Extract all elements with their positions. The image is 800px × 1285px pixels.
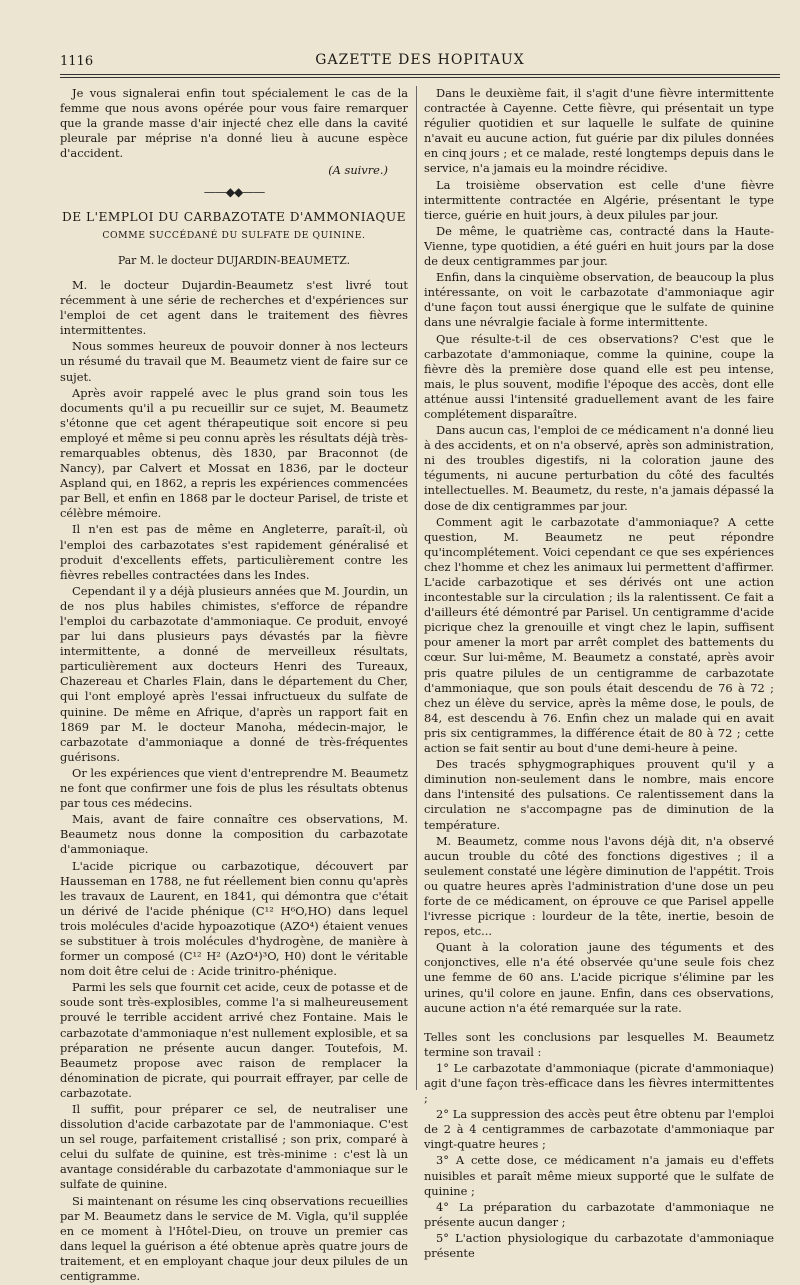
body-paragraph: Nous sommes heureux de pouvoir donner à nos lecteurs un résumé du travail que M. Beaumetz vient de faire sur ce sujet.	[60, 339, 408, 384]
body-paragraph: Il suffit, pour préparer ce sel, de neutraliser une dissolution d'acide carbazotate par de l'ammoniaque. C'est un sel rouge, parfaitement cristallisé ; son prix, comparé à celui du sulfate de quinine, est très-minime : c'est là un avantage considérable du carbazotate d'ammoniaque sur le sulfate de quinine.	[60, 1102, 408, 1192]
header-rule	[60, 74, 780, 75]
body-paragraph: Mais, avant de faire connaître ces observations, M. Beaumetz nous donne la composition du carbazotate d'ammoniaque.	[60, 812, 408, 857]
author-line: Par M. le docteur DUJARDIN-BEAUMETZ.	[117, 253, 351, 267]
body-paragraph: La troisième observation est celle d'une fièvre intermittente contractée en Algérie, présentant le type tierce, guérie en huit jours, à deux pilules par jour.	[424, 177, 774, 222]
conclusion-item: 1° Le carbazotate d'ammoniaque (picrate d'ammoniaque) agit d'une façon très-efficace dans les fièvres intermittentes ;	[424, 1060, 774, 1106]
left-column	[60, 86, 408, 1285]
body-paragraph: Des tracés sphygmographiques prouvent qu'il y a diminution non-seulement dans le nombre, mais encore dans l'intensité des pulsations. Ce ralentissement dans la circulation ne s'accompagne pas de diminution de la température.	[424, 757, 774, 832]
page-number: 1116	[60, 54, 94, 69]
conclusion-item: 5° L'action physiologique du carbazotate d'ammoniaque présente	[424, 1230, 774, 1261]
header-rule-double	[60, 77, 780, 78]
body-paragraph: Enfin, dans la cinquième observation, de beaucoup la plus intéressante, on voit le carbazotate d'ammoniaque agir d'une façon tout aussi énergique que le sulfate de quinine dans une névralgie faciale à forme intermittente.	[424, 270, 774, 330]
body-paragraph: M. Beaumetz, comme nous l'avons déjà dit, n'a observé aucun trouble du côté des fonctions digestives ; il a seulement constaté une légère diminution de l'appétit. Trois ou quatre heures après l'administration d'une dose un peu forte de ce médicament, on éprouve ce que Parisel appelle l'ivresse picrique : lourdeur de la tête, inertie, besoin de repos, etc...	[424, 833, 774, 939]
body-paragraph: Dans aucun cas, l'emploi de ce médicament n'a donné lieu à des accidents, et on n'a observé, après son administration, ni des troubles digestifs, ni la coloration jaune des téguments, ni aucune perturbation du côté des facultés intellectuelles. M. Beaumetz, du reste, n'a jamais dépassé la dose de dix centigrammes par jour.	[424, 423, 774, 513]
conclusion-item: 3° A cette dose, ce médicament n'a jamais eu d'effets nuisibles et paraît même mieux supporté que le sulfate de quinine ;	[424, 1153, 774, 1198]
body-paragraph: Quant à la coloration jaune des téguments et des conjonctives, elle n'a été observée qu'une seule fois chez une femme de 60 ans. L'acide picrique s'élimine par les urines, qu'il colore en jaune. Enfin, dans ces observations, aucune action n'a été remarquée sur la rate.	[424, 940, 774, 1015]
body-paragraph: Parmi les sels que fournit cet acide, ceux de potasse et de soude sont très-explosibles, comme l'a si malheureusement prouvé le terrible accident arrivé chez Fontaine. Mais le carbazotate d'ammoniaque n'est nullement explosible, et sa préparation ne présente aucun danger. Toutefois, M. Beaumetz propose avec raison de remplacer la dénomination de picrate, qui pourrait effrayer, par celle de carbazotate.	[60, 980, 408, 1100]
body-paragraph: Dans le deuxième fait, il s'agit d'une fièvre intermittente contractée à Cayenne. Cette fièvre, qui présentait un type régulier quotidien et sur laquelle le sulfate de quinine n'avait eu aucune action, fut guérie par dix pilules données en cinq jours ; et ce malade, resté longtemps depuis dans le service, n'a jamais eu la moindre récidive.	[424, 86, 774, 176]
running-title: GAZETTE DES HOPITAUX	[315, 52, 525, 68]
right-column	[424, 86, 774, 1262]
body-paragraph: Il n'en est pas de même en Angleterre, paraît-il, où l'emploi des carbazotates s'est rapidement généralisé et produit d'excellents effets, particulièrement contre les fièvres rebelles contractées dans les Indes.	[60, 522, 408, 582]
body-paragraph: Après avoir rappelé avec le plus grand soin tous les documents qu'il a pu recueillir sur ce sujet, M. Beaumetz s'étonne que cet agent thérapeutique soit encore si peu employé et même si peu connu après les résultats déjà très-remarquables obtenus, dès 1830, par Braconnot (de Nancy), par Calvert et Mossat en 1836, par le docteur Aspland qui, en 1862, a repris les expériences commencées par Bell, et enfin en 1868 par le docteur Parisel, de triste et célèbre mémoire.	[60, 385, 408, 521]
body-paragraph: Si maintenant on résume les cinq observations recueillies par M. Beaumetz dans le service de M. Vigla, qu'il supplée en ce moment à l'Hôtel-Dieu, on trouve un premier cas dans lequel la guérison a été obtenue après quatre jours de traitement, et en employant chaque jour deux pilules de un centigramme.	[60, 1193, 408, 1284]
page-header	[60, 46, 780, 80]
to-be-continued: (A suivre.)	[328, 163, 388, 178]
intro-paragraph: Je vous signalerai enfin tout spécialement le cas de la femme que nous avons opérée pour vous faire remarquer que la grande masse d'air injecté chez elle dans la cavité pleurale par méprise n'a donné lieu à aucune espèce d'accident.	[60, 86, 408, 161]
body-paragraph: L'acide picrique ou carbazotique, découvert par Hausseman en 1788, ne fut réellement bien connu qu'après les travaux de Laurent, en 1841, qui démontra que c'était un dérivé de l'acide phénique (C¹² H⁶O,HO) dans lequel trois molécules d'acide hypoazotique (AZO⁴) étaient venues se substituer à trois molécules d'hydrogène, de manière à former un composé (C¹² H² (AzO⁴)³O, H0) dont le véritable nom doit être celui de : Acide trinitro-phénique.	[60, 858, 408, 979]
article-subtitle: COMME SUCCÉDANÉ DU SULFATE DE QUININE.	[102, 229, 366, 241]
body-paragraph: Cependant il y a déjà plusieurs années que M. Jourdin, un de nos plus habiles chimistes, s'efforce de répandre l'emploi du carbazotate d'ammoniaque. Ce produit, envoyé par lui dans plusieurs pays dévastés par la fièvre intermittente, a donné de merveilleux résultats, particulièrement aux docteurs Henri des Tureaux, Chazereau et Charles Flain, dans le département du Cher, qui l'ont employé après l'essai infructueux du sulfate de quinine. De même en Afrique, d'après un rapport fait en 1869 par M. le docteur Manoha, médecin-major, le carbazotate d'ammoniaque a donné de très-fréquentes guérisons.	[60, 583, 408, 764]
body-paragraph: Comment agit le carbazotate d'ammoniaque? A cette question, M. Beaumetz ne peut répondre qu'incomplétement. Voici cependant ce que ses expériences chez l'homme et chez les animaux lui permettent d'affirmer. L'acide carbazotique et ses dérivés ont une action incontestable sur la circulation ; ils la ralentissent. Ce fait a d'ailleurs été démontré par Parisel. Un centigramme d'acide picrique chez la grenouille et vingt chez le lapin, suffisent pour amener la mort par arrêt complet des battements du cœur. Sur lui-même, M. Beaumetz a constaté, après avoir pris quatre pilules de un centigramme de carbazotate d'ammoniaque, que son pouls était descendu de 76 à 72 ; chez un élève du service, après la même dose, le pouls, de 84, est descendu à 76. Enfin chez un malade qui en avait pris six centigrammes, la différence était de 80 à 72 ; cette action se fait sentir au bout d'une demi-heure à peine.	[424, 514, 774, 756]
ornament-divider: ——◆◆——	[203, 184, 265, 199]
column-divider	[416, 86, 417, 1090]
body-paragraph: De même, le quatrième cas, contracté dans la Haute-Vienne, type quotidien, a été guéri en huit jours par la dose de deux centigrammes par jour.	[424, 223, 774, 269]
conclusion-item: 4° La préparation du carbazotate d'ammoniaque ne présente aucun danger ;	[424, 1199, 774, 1229]
body-paragraph: Or les expériences que vient d'entreprendre M. Beaumetz ne font que confirmer une fois de plus les résultats obtenus par tous ces médecins.	[60, 765, 408, 811]
body-paragraph: Que résulte-t-il de ces observations? C'est que le carbazotate d'ammoniaque, comme la quinine, coupe la fièvre dès la première dose quand elle est peu intense, mais, le plus souvent, modifie l'époque des accès, dont elle atténue aussi l'intensité graduellement avant de les faire complétement disparaître.	[424, 331, 774, 421]
conclusion-item: 2° La suppression des accès peut être obtenu par l'emploi de 2 à 4 centigrammes de carbazotate d'ammoniaque par vingt-quatre heures ;	[424, 1107, 774, 1152]
body-paragraph: M. le docteur Dujardin-Beaumetz s'est livré tout récemment à une série de recherches et d'expériences sur l'emploi de cet agent dans le traitement des fièvres intermittentes.	[60, 277, 408, 338]
conclusions-intro: Telles sont les conclusions par lesquelles M. Beaumetz termine son travail :	[424, 1029, 774, 1059]
article-title: DE L'EMPLOI DU CARBAZOTATE D'AMMONIAQUE	[61, 209, 407, 224]
